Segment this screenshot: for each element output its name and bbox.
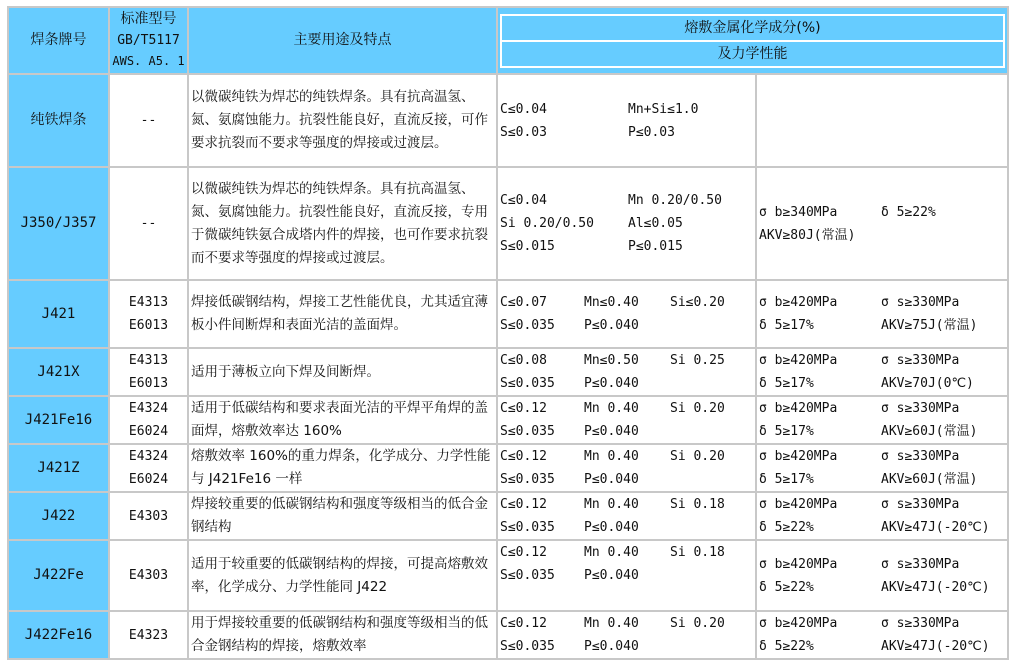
composition-line <box>500 541 753 564</box>
composition-value: C≤0.12 <box>500 449 547 464</box>
composition-value: P≤0.040 <box>584 376 639 391</box>
table-row <box>8 348 1008 396</box>
property-value: AKV≥80J(常温) <box>759 227 856 243</box>
mechanical-properties-cell <box>756 540 1008 611</box>
mechanical-properties-cell <box>756 167 1008 280</box>
property-line <box>759 612 1005 635</box>
composition-line <box>500 493 753 516</box>
composition-value: Si 0.20 <box>670 616 725 631</box>
property-value: σ b≥420MPa <box>759 556 838 572</box>
table-row <box>8 396 1008 444</box>
composition-value: Mn 0.40 <box>584 449 639 464</box>
header-composition-line2: 及力学性能 <box>500 40 1005 68</box>
property-value: δ 5≥22% <box>759 579 814 595</box>
composition-value: S≤0.035 <box>500 318 555 333</box>
brand-cell: 纯铁焊条 <box>8 74 109 167</box>
table-row <box>8 492 1008 540</box>
composition-value: P≤0.040 <box>584 568 639 583</box>
standard-cell <box>109 280 188 348</box>
property-value: σ s≥330MPa <box>881 449 960 464</box>
standard-cell <box>109 74 188 167</box>
composition-value: S≤0.035 <box>500 472 555 487</box>
property-line <box>759 314 1005 337</box>
usage-cell: 熔敷效率 160%的重力焊条，化学成分、力学性能与 J421Fe16 一样 <box>188 444 497 492</box>
brand-cell: J422Fe <box>8 540 109 611</box>
property-line <box>759 493 1005 516</box>
standard-cell <box>109 167 188 280</box>
mechanical-properties-cell <box>756 492 1008 540</box>
property-value: σ b≥420MPa <box>759 353 838 368</box>
property-value: δ 5≥22% <box>759 639 814 654</box>
composition-value: Si 0.18 <box>670 545 725 560</box>
property-line <box>759 553 1005 576</box>
property-line <box>759 397 1005 420</box>
brand-cell: J421X <box>8 348 109 396</box>
composition-value: Si 0.20/0.50 <box>500 216 594 231</box>
standard-code: -- <box>140 113 157 128</box>
header-standard-line: 标准型号 <box>120 11 177 27</box>
chemical-composition-cell <box>497 611 756 659</box>
composition-line <box>500 397 753 420</box>
property-line <box>759 635 1005 658</box>
table-row <box>8 444 1008 492</box>
composition-value: Si 0.20 <box>670 449 725 464</box>
property-line <box>759 224 1005 247</box>
standard-code: E4324 <box>128 401 169 416</box>
chemical-composition-cell <box>497 167 756 280</box>
composition-value: Mn≤0.40 <box>584 295 639 310</box>
usage-cell: 焊接低碳钢结构，焊接工艺性能优良，尤其适宜薄板小件间断焊和表面光洁的盖面焊。 <box>188 280 497 348</box>
composition-value: Mn 0.40 <box>584 616 639 631</box>
property-value: σ s≥330MPa <box>881 556 960 572</box>
composition-line <box>500 564 753 587</box>
property-value: AKV≥47J(-20℃) <box>881 579 990 595</box>
chemical-composition-cell <box>497 492 756 540</box>
property-value: σ b≥420MPa <box>759 401 838 416</box>
standard-cell <box>109 348 188 396</box>
standard-code: E6013 <box>128 318 169 333</box>
property-value: δ 5≥17% <box>759 424 814 439</box>
composition-value: P≤0.040 <box>584 520 639 535</box>
property-value: AKV≥75J(常温) <box>881 318 978 333</box>
composition-value: C≤0.04 <box>500 193 547 208</box>
composition-value: S≤0.035 <box>500 568 555 583</box>
composition-value: C≤0.12 <box>500 616 547 631</box>
property-line <box>759 445 1005 468</box>
brand-cell: J350/J357 <box>8 167 109 280</box>
usage-cell: 适用于较重要的低碳钢结构的焊接，可提高熔敷效率，化学成分、力学性能同 J422 <box>188 540 497 611</box>
composition-value: P≤0.040 <box>584 639 639 654</box>
chemical-composition-cell <box>497 74 756 167</box>
property-line <box>759 576 1005 599</box>
property-value: σ b≥340MPa <box>759 204 838 220</box>
property-value: δ 5≥17% <box>759 472 814 487</box>
composition-value: Al≤0.05 <box>628 216 683 231</box>
composition-value: S≤0.035 <box>500 639 555 654</box>
composition-line <box>500 189 753 212</box>
usage-cell: 适用于低碳结构和要求表面光洁的平焊平角焊的盖面焊，熔敷效率达 160% <box>188 396 497 444</box>
chemical-composition-cell <box>497 444 756 492</box>
usage-cell: 用于焊接较重要的低碳钢结构和强度等级相当的低合金钢结构的焊接，熔敷效率 <box>188 611 497 659</box>
usage-cell: 适用于薄板立向下焊及间断焊。 <box>188 348 497 396</box>
composition-line <box>500 212 753 235</box>
composition-line <box>500 372 753 395</box>
welding-electrode-table <box>7 6 1009 660</box>
property-value: AKV≥60J(常温) <box>881 472 978 487</box>
standard-cell <box>109 444 188 492</box>
standard-code: E4303 <box>128 508 169 524</box>
property-value: δ 5≥22% <box>759 520 814 535</box>
chemical-composition-cell <box>497 396 756 444</box>
standard-cell <box>109 396 188 444</box>
header-row <box>8 7 1008 74</box>
property-value: AKV≥70J(0℃) <box>881 376 974 391</box>
property-line <box>759 372 1005 395</box>
brand-cell: J421Z <box>8 444 109 492</box>
composition-value: Si 0.18 <box>670 497 725 512</box>
property-value: AKV≥47J(-20℃) <box>881 639 990 654</box>
brand-cell: J422 <box>8 492 109 540</box>
standard-code: -- <box>140 216 157 231</box>
usage-cell: 以微碳纯铁为焊芯的纯铁焊条。具有抗高温氢、氮、氨腐蚀能力。抗裂性能良好，直流反接，可作要求抗裂而不要求等强度的焊接或过渡层。 <box>188 74 497 167</box>
property-value: σ s≥330MPa <box>881 497 960 512</box>
header-composition-line1: 熔敷金属化学成分(%) <box>500 14 1005 40</box>
composition-value: P≤0.03 <box>628 124 675 140</box>
chemical-composition-cell <box>497 540 756 611</box>
header-standard-line: GB/T5117 <box>117 33 180 48</box>
property-value: AKV≥60J(常温) <box>881 424 978 439</box>
composition-line <box>500 291 753 314</box>
mechanical-properties-cell <box>756 280 1008 348</box>
composition-line <box>500 612 753 635</box>
property-value: σ b≥420MPa <box>759 295 838 310</box>
table-row <box>8 280 1008 348</box>
composition-value: Mn 0.40 <box>584 545 639 560</box>
mechanical-properties-cell <box>756 611 1008 659</box>
composition-value: P≤0.040 <box>584 318 639 333</box>
composition-value: C≤0.04 <box>500 101 547 117</box>
header-standard-line: AWS. A5. 1 <box>112 54 185 68</box>
usage-cell: 焊接较重要的低碳钢结构和强度等级相当的低合金钢结构 <box>188 492 497 540</box>
property-value: σ s≥330MPa <box>881 353 960 368</box>
mechanical-properties-cell <box>756 348 1008 396</box>
property-value: δ 5≥22% <box>881 204 936 220</box>
usage-cell: 以微碳纯铁为焊芯的纯铁焊条。具有抗高温氢、氮、氨腐蚀能力。抗裂性能良好，直流反接，专用于微碳纯铁氨合成塔内件的焊接，也可作要求抗裂而不要求等强度的焊接或过渡层。 <box>188 167 497 280</box>
standard-code: E4303 <box>128 568 169 583</box>
composition-value: Mn≤0.50 <box>584 353 639 368</box>
property-value: δ 5≥17% <box>759 376 814 391</box>
standard-cell <box>109 492 188 540</box>
standard-code: E4313 <box>128 295 169 310</box>
header-brand: 焊条牌号 <box>8 7 109 74</box>
composition-line <box>500 349 753 372</box>
composition-value: S≤0.035 <box>500 424 555 439</box>
brand-cell: J422Fe16 <box>8 611 109 659</box>
table-row <box>8 74 1008 167</box>
table-row <box>8 540 1008 611</box>
property-line <box>759 468 1005 491</box>
composition-value: C≤0.07 <box>500 295 547 310</box>
mechanical-properties-cell <box>756 396 1008 444</box>
mechanical-properties-cell <box>756 444 1008 492</box>
composition-value: C≤0.12 <box>500 401 547 416</box>
composition-value: Mn 0.40 <box>584 401 639 416</box>
standard-code: E6013 <box>128 376 169 391</box>
header-usage: 主要用途及特点 <box>188 7 497 74</box>
composition-line <box>500 587 753 610</box>
composition-value: S≤0.03 <box>500 124 547 140</box>
composition-value: Mn 0.20/0.50 <box>628 193 722 208</box>
brand-cell: J421Fe16 <box>8 396 109 444</box>
composition-value: S≤0.035 <box>500 376 555 391</box>
composition-value: P≤0.015 <box>628 239 683 254</box>
composition-value: S≤0.035 <box>500 520 555 535</box>
composition-line <box>500 121 753 144</box>
property-line <box>759 201 1005 224</box>
chemical-composition-cell <box>497 348 756 396</box>
standard-cell <box>109 611 188 659</box>
composition-value: Mn+Si≤1.0 <box>628 101 699 117</box>
property-value: σ b≥420MPa <box>759 497 838 512</box>
property-value: σ s≥330MPa <box>881 616 960 631</box>
composition-line <box>500 314 753 337</box>
property-value: σ b≥420MPa <box>759 449 838 464</box>
composition-line <box>500 445 753 468</box>
composition-line <box>500 98 753 121</box>
composition-value: C≤0.12 <box>500 497 547 512</box>
standard-cell <box>109 540 188 611</box>
property-value: σ b≥420MPa <box>759 616 838 631</box>
header-standard <box>109 7 188 74</box>
standard-code: E6024 <box>128 424 169 439</box>
composition-value: Si 0.20 <box>670 401 725 416</box>
composition-value: Mn 0.40 <box>584 497 639 512</box>
composition-line <box>500 516 753 539</box>
property-line <box>759 516 1005 539</box>
composition-value: C≤0.08 <box>500 353 547 368</box>
property-value: AKV≥47J(-20℃) <box>881 520 990 535</box>
property-value: δ 5≥17% <box>759 318 814 333</box>
table-row <box>8 167 1008 280</box>
composition-value: C≤0.12 <box>500 545 547 560</box>
header-composition <box>497 7 1008 74</box>
composition-value: S≤0.015 <box>500 239 555 254</box>
composition-line <box>500 468 753 491</box>
property-line <box>759 420 1005 443</box>
standard-code: E6024 <box>128 472 169 487</box>
composition-line <box>500 420 753 443</box>
mechanical-properties-cell <box>756 74 1008 167</box>
composition-value: P≤0.040 <box>584 424 639 439</box>
property-line <box>759 291 1005 314</box>
composition-value: Si 0.25 <box>670 353 725 368</box>
standard-code: E4324 <box>128 449 169 464</box>
chemical-composition-cell <box>497 280 756 348</box>
composition-value: Si≤0.20 <box>670 295 725 310</box>
standard-code: E4323 <box>128 627 169 643</box>
composition-value: P≤0.040 <box>584 472 639 487</box>
composition-line <box>500 635 753 658</box>
table-row <box>8 611 1008 659</box>
property-line <box>759 349 1005 372</box>
brand-cell: J421 <box>8 280 109 348</box>
property-value: σ s≥330MPa <box>881 401 960 416</box>
property-value: σ s≥330MPa <box>881 295 960 310</box>
standard-code: E4313 <box>128 353 169 368</box>
composition-line <box>500 235 753 258</box>
